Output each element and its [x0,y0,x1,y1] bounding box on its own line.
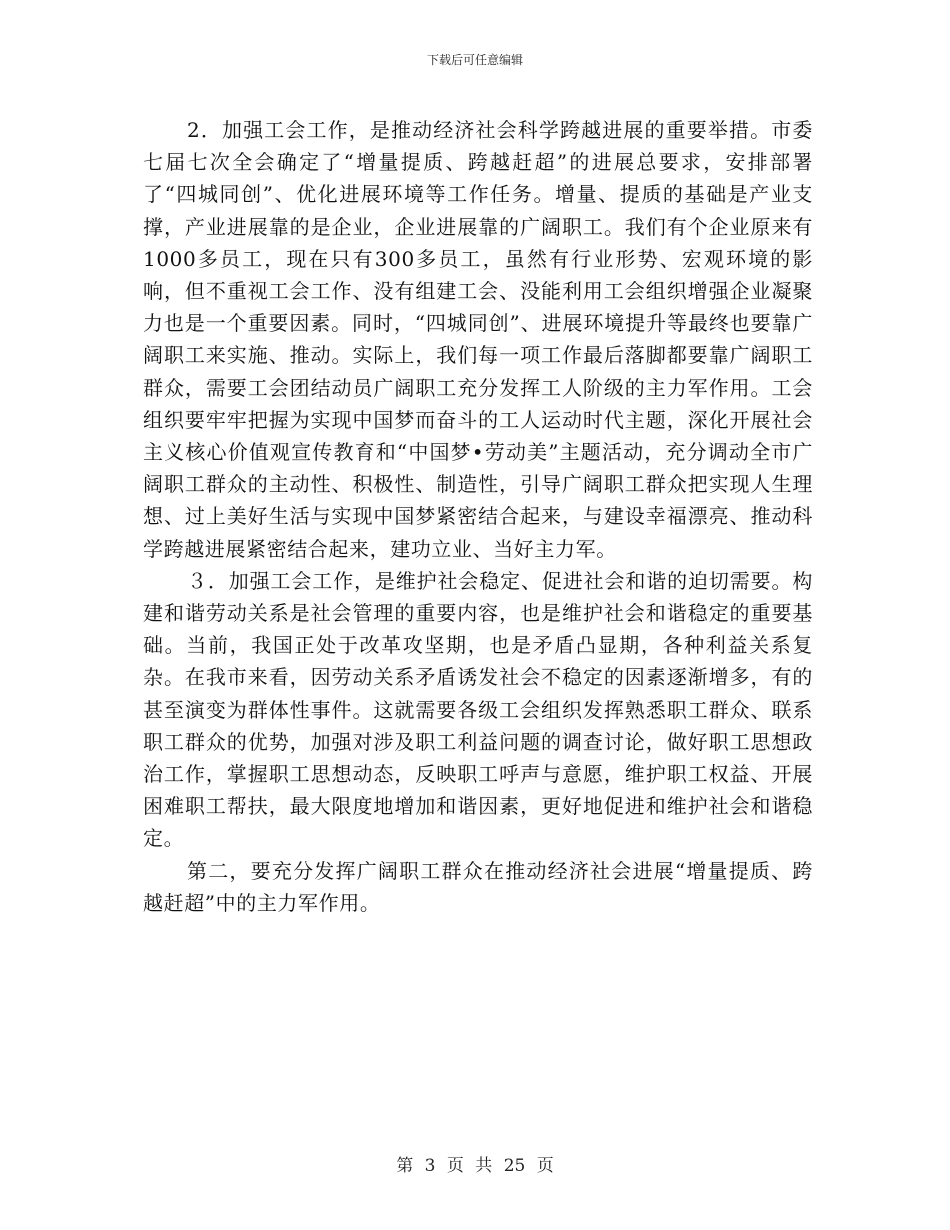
paragraph-2: ３．加强工会工作，是维护社会稳定、促进社会和谐的迫切需要。构建和谐劳动关系是社会管理的重要内容，也是维护社会和谐稳定的重要基础。当前，我国正处于改革攻坚期，也是矛盾凸显期，各种利益关系复杂。在我市来看，因劳动关系矛盾诱发社会不稳定的因素逐渐增多，有的甚至演变为群体性事件。这就需要各级工会组织发挥熟悉职工群众、联系职工群众的优势，加强对涉及职工利益问题的调查讨论，做好职工思想政治工作，掌握职工思想动态，反映职工呼声与意愿，维护职工权益、开展困难职工帮扶，最大限度地增加和谐因素，更好地促进和维护社会和谐稳定。 [143,568,813,851]
paragraph-3: 第二，要充分发挥广阔职工群众在推动经济社会进展“增量提质、跨越赶超”中的主力军作用。 [143,858,813,915]
paragraph-1: 2．加强工会工作，是推动经济社会科学跨越进展的重要举措。市委七届七次全会确定了“增量提质、跨越赶超”的进展总要求，安排部署了“四城同创”、优化进展环境等工作任务。增量、提质的基础是产业支撑，产业进展靠的是企业，企业进展靠的广阔职工。我们有个企业原来有1000多员工，现在只有300多员工，虽然有行业形势、宏观环境的影响，但不重视工会工作、没有组建工会、没能利用工会组织增强企业凝聚力也是一个重要因素。同时，“四城同创”、进展环境提升等最终也要靠广阔职工来实施、推动。实际上，我们每一项工作最后落脚都要靠广阔职工群众，需要工会团结动员广阔职工充分发挥工人阶级的主力军作用。工会组织要牢牢把握为实现中国梦而奋斗的工人运动时代主题，深化开展社会主义核心价值观宣传教育和“中国梦•劳动美”主题活动，充分调动全市广阔职工群众的主动性、积极性、制造性，引导广阔职工群众把实现人生理想、过上美好生活与实现中国梦紧密结合起来，与建设幸福漂亮、推动科学跨越进展紧密结合起来，建功立业、当好主力军。 [143,118,813,561]
page-header: 下载后可任意编辑 [426,53,523,67]
document-body [143,114,813,919]
page-footer: 第 3 页 共 25 页 [396,1156,554,1176]
